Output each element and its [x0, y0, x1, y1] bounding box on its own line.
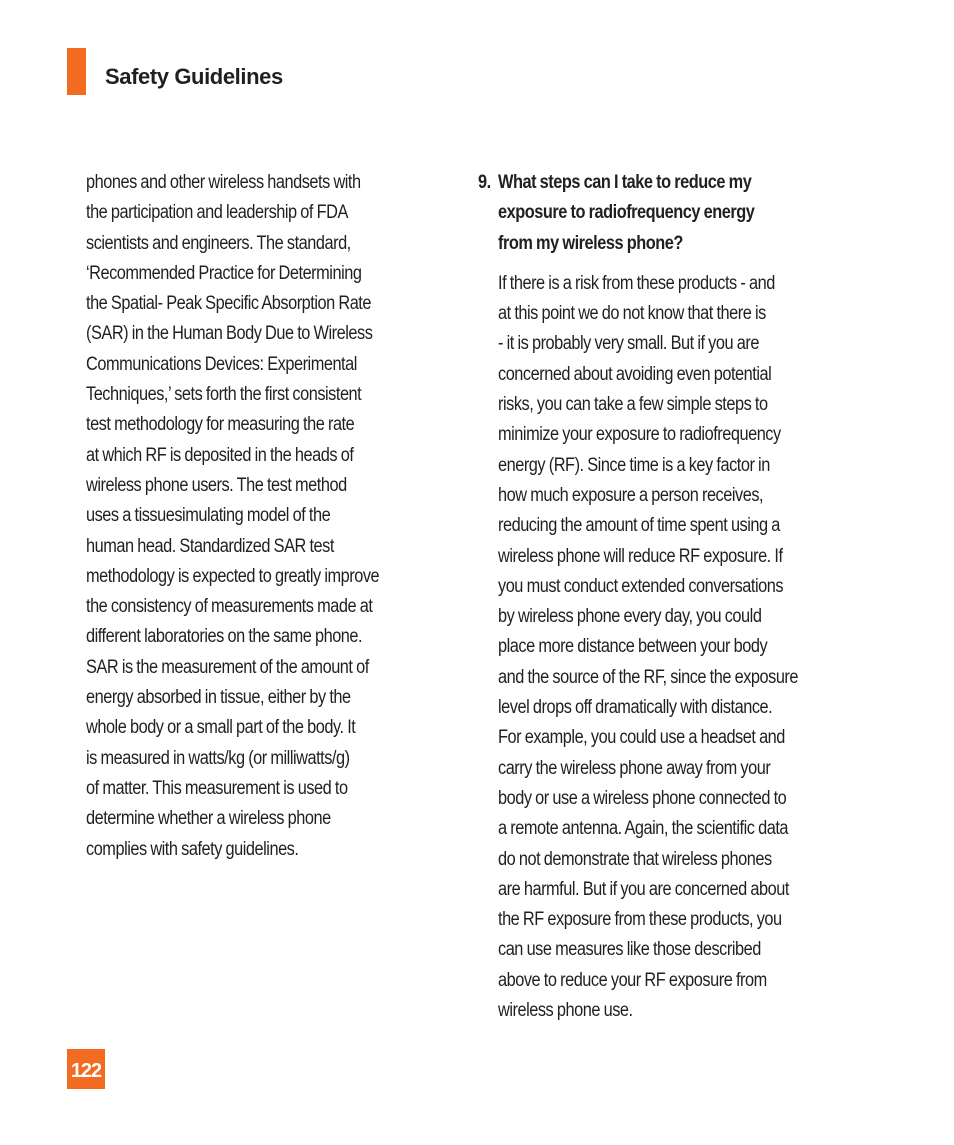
body-line: uses a tissuesimulating model of the [86, 505, 331, 527]
left-column [86, 168, 458, 865]
header-accent-bar [67, 48, 86, 95]
answer-line: do not demonstrate that wireless phones [498, 848, 772, 870]
question-text [498, 168, 878, 259]
body-line: methodology is expected to greatly improve [86, 565, 380, 587]
body-line: whole body or a small part of the body. It [86, 717, 356, 739]
answer-line: energy (RF). Since time is a key factor in [498, 454, 770, 476]
right-column [478, 168, 878, 1026]
answer-line: level drops off dramatically with distance. [498, 697, 773, 719]
answer-line: a remote antenna. Again, the scientific data [498, 818, 789, 840]
question-heading [478, 168, 878, 259]
answer-line: you must conduct extended conversations [498, 575, 784, 597]
answer-line: concerned about avoiding even potential [498, 363, 772, 385]
answer-line: at this point we do not know that there is [498, 303, 766, 325]
answer-paragraph [498, 269, 878, 1026]
question-line: exposure to radiofrequency energy [498, 202, 755, 224]
body-line: complies with safety guidelines. [86, 838, 299, 860]
question-number: 9. [478, 172, 491, 193]
body-line: energy absorbed in tissue, either by the [86, 687, 351, 709]
answer-line: - it is probably very small. But if you are [498, 333, 759, 355]
body-line: Techniques,’ sets forth the first consistent [86, 384, 362, 406]
answer-line: and the source of the RF, since the exposure [498, 666, 799, 688]
answer-line: wireless phone use. [498, 1000, 633, 1022]
question-line: from my wireless phone? [498, 232, 683, 254]
answer-line: minimize your exposure to radiofrequency [498, 424, 781, 446]
answer-line: If there is a risk from these products - and [498, 272, 775, 294]
body-line: determine whether a wireless phone [86, 808, 331, 830]
body-line: of matter. This measurement is used to [86, 777, 348, 799]
page-number: 122 [67, 1049, 105, 1089]
body-line: (SAR) in the Human Body Due to Wireless [86, 323, 373, 345]
body-line: SAR is the measurement of the amount of [86, 656, 369, 678]
body-line: Communications Devices: Experimental [86, 353, 357, 375]
body-line: the consistency of measurements made at [86, 596, 373, 618]
answer-line: are harmful. But if you are concerned about [498, 878, 789, 900]
answer-line: risks, you can take a few simple steps to [498, 394, 768, 416]
answer-line: carry the wireless phone away from your [498, 757, 771, 779]
answer-line: wireless phone will reduce RF exposure. If [498, 545, 783, 567]
answer-line: how much exposure a person receives, [498, 484, 764, 506]
page-title: Safety Guidelines [105, 64, 283, 89]
body-line: ‘Recommended Practice for Determining [86, 262, 362, 284]
answer-line: above to reduce your RF exposure from [498, 969, 767, 991]
answer-line: can use measures like those described [498, 939, 761, 961]
answer-line: reducing the amount of time spent using a [498, 515, 780, 537]
answer-line: place more distance between your body [498, 636, 768, 658]
body-line: is measured in watts/kg (or milliwatts/g) [86, 747, 350, 769]
body-line: wireless phone users. The test method [86, 474, 347, 496]
body-line: the participation and leadership of FDA [86, 202, 348, 224]
answer-line: body or use a wireless phone connected to [498, 787, 787, 809]
question-line: What steps can I take to reduce my [498, 172, 752, 193]
answer-line: For example, you could use a headset and [498, 727, 785, 749]
answer-line: by wireless phone every day, you could [498, 606, 762, 628]
answer-line: the RF exposure from these products, you [498, 909, 782, 931]
body-line: different laboratories on the same phone. [86, 626, 363, 648]
body-line: phones and other wireless handsets with [86, 172, 361, 193]
body-line: the Spatial- Peak Specific Absorption Rate [86, 293, 371, 315]
body-line: human head. Standardized SAR test [86, 535, 334, 557]
body-line: test methodology for measuring the rate [86, 414, 355, 436]
body-line: scientists and engineers. The standard, [86, 232, 351, 254]
body-line: at which RF is deposited in the heads of [86, 444, 354, 466]
